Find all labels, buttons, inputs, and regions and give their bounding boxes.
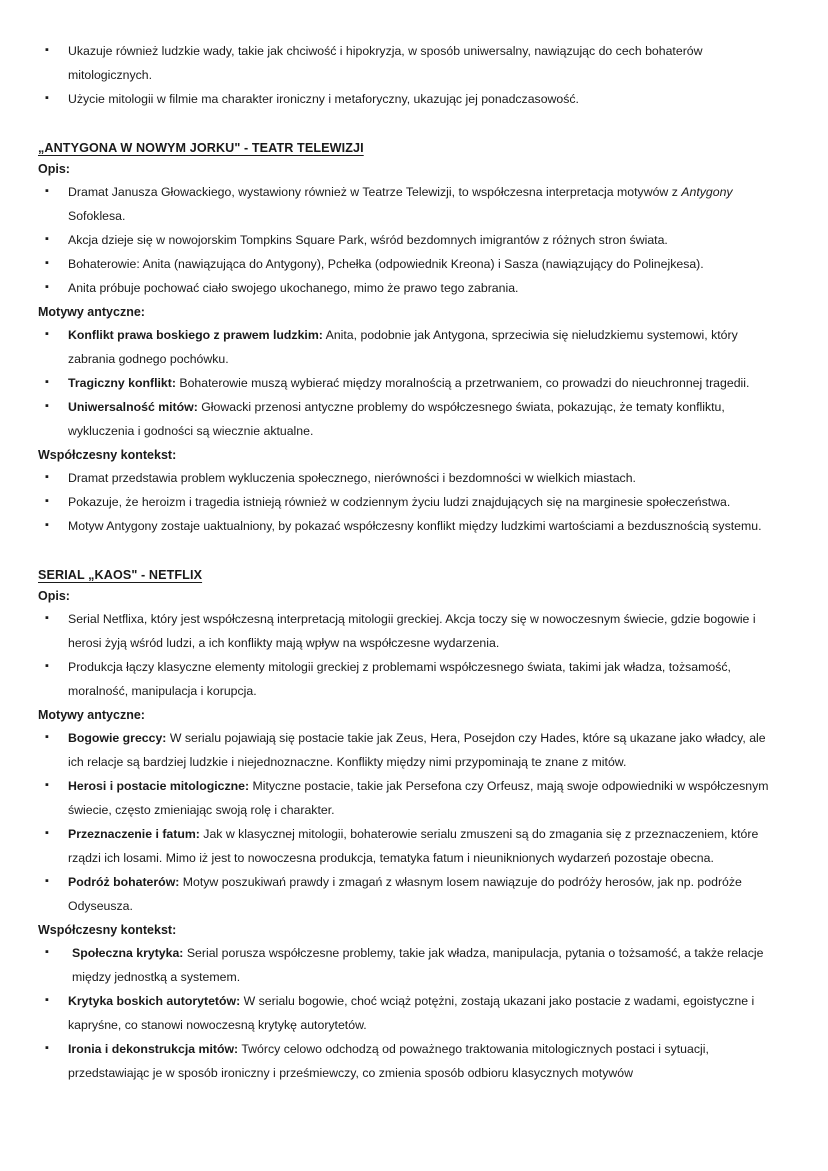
list-item-text: Mityczne postacie, takie jak Persefona czy Orfeusz, mają swoje odpowiedniki w współczesnym świecie, często zmieniając swoją rolę i charakter.	[68, 779, 769, 818]
bullet-icon: ▪	[45, 994, 49, 1007]
section-heading: SERIAL „KAOS" - NETFLIX	[38, 568, 203, 583]
list-item-text-pre: Dramat Janusza Głowackiego, wystawiony również w Teatrze Telewizji, to współczesna interpretacja motywów z	[68, 185, 682, 200]
list-item-text: Głowacki przenosi antyczne problemy do współczesnego świata, pokazując, że tematy konfliktu, wykluczenia i godności są wiecznie aktualne.	[68, 400, 725, 439]
list-item-lead: Ironia i dekonstrukcja mitów:	[68, 1042, 239, 1057]
list-item	[38, 1038, 773, 1086]
list-item	[38, 229, 773, 253]
group-list-opis	[38, 608, 773, 704]
section-spacer	[38, 539, 773, 565]
group-list-motywy	[38, 324, 773, 444]
list-item	[38, 491, 773, 515]
list-item	[38, 656, 773, 704]
bullet-icon: ▪	[45, 233, 49, 246]
intro-bullet-list	[38, 40, 773, 112]
group-label-opis: Opis:	[38, 162, 70, 177]
list-item	[38, 871, 773, 919]
list-item-lead: Krytyka boskich autorytetów:	[68, 994, 241, 1009]
list-item-text: Jak w klasycznej mitologii, bohaterowie serialu zmuszeni są do zmagania się z przeznaczeniem, które rządzi ich losami. Mimo iż jest to nowoczesna produkcja, tematyka fatum i nieuniknionych wydarzeń pozostaje obecna.	[68, 827, 759, 866]
list-item-text-post: Sofoklesa.	[68, 209, 126, 224]
list-item-lead: Przeznaczenie i fatum:	[68, 827, 200, 842]
list-item-text-italic: Antygony	[681, 185, 733, 200]
group-label-opis: Opis:	[38, 589, 70, 604]
list-item	[38, 324, 773, 372]
group-label-motywy: Motywy antyczne:	[38, 305, 145, 320]
list-item	[38, 608, 773, 656]
list-item-text: Pokazuje, że heroizm i tragedia istnieją również w codziennym życiu ludzi znajdujących się na marginesie społeczeństwa.	[68, 495, 731, 510]
group-label-motywy: Motywy antyczne:	[38, 708, 145, 723]
bullet-icon: ▪	[45, 495, 49, 508]
list-item-lead: Tragiczny konflikt:	[68, 376, 176, 391]
document-body	[38, 40, 773, 1086]
bullet-icon: ▪	[45, 660, 49, 673]
section-kaos	[38, 565, 773, 1086]
list-item-lead: Bogowie greccy:	[68, 731, 167, 746]
list-item	[38, 823, 773, 871]
list-item	[38, 467, 773, 491]
list-item	[38, 277, 773, 301]
bullet-icon: ▪	[45, 281, 49, 294]
list-item	[38, 990, 773, 1038]
list-item	[38, 515, 773, 539]
bullet-icon: ▪	[45, 44, 49, 56]
list-item-text: Anita próbuje pochować ciało swojego ukochanego, mimo że prawo tego zabrania.	[68, 281, 519, 296]
bullet-icon: ▪	[45, 328, 49, 341]
list-item	[38, 942, 773, 990]
section-heading: „ANTYGONA W NOWYM JORKU" - TEATR TELEWIZJI	[38, 140, 364, 155]
list-item-text: Użycie mitologii w filmie ma charakter ironiczny i metaforyczny, ukazując jej ponadczasowość.	[68, 91, 579, 106]
list-item-text: Dramat przedstawia problem wykluczenia społecznego, nierówności i bezdomności w wielkich miastach.	[68, 471, 636, 486]
list-item-text: Produkcja łączy klasyczne elementy mitologii greckiej z problemami współczesnego świata, takimi jak władza, tożsamość, moralność, manipulacja i korupcja.	[68, 660, 731, 699]
list-item-text: Akcja dzieje się w nowojorskim Tompkins Square Park, wśród bezdomnych imigrantów z różnych stron świata.	[68, 233, 668, 248]
list-item-text: W serialu pojawiają się postacie takie jak Zeus, Hera, Posejdon czy Hades, które są ukazane jako władcy, ale ich relacje są bardziej ludzkie i niejednoznaczne. Konflikty między nimi przypominają te znane z mitów.	[68, 731, 766, 770]
list-item-lead: Podróż bohaterów:	[68, 875, 180, 890]
list-item-text: Motyw poszukiwań prawdy i zmagań z własnym losem nawiązuje do podróży herosów, jak np. podróże Odyseusza.	[68, 875, 742, 914]
bullet-icon: ▪	[45, 471, 49, 484]
list-item	[38, 775, 773, 823]
list-item-text: Ukazuje również ludzkie wady, takie jak chciwość i hipokryzja, w sposób uniwersalny, nawiązując do cech bohaterów mitologicznych.	[68, 44, 703, 82]
list-item	[38, 253, 773, 277]
list-item	[38, 88, 773, 112]
list-item-text: Serial Netflixa, który jest współczesną interpretacją mitologii greckiej. Akcja toczy się w nowoczesnym świecie, gdzie bogowie i herosi żyją wśród ludzi, a ich konflikty mają wpływ na współczesne wydarzenia.	[68, 612, 756, 651]
group-list-opis	[38, 181, 773, 301]
bullet-icon: ▪	[45, 1042, 49, 1055]
group-list-motywy	[38, 727, 773, 919]
list-item-text: Anita, podobnie jak Antygona, sprzeciwia się nieludzkiemu systemowi, który zabrania godnego pochówku.	[68, 328, 738, 367]
list-item-text: W serialu bogowie, choć wciąż potężni, zostają ukazani jako postacie z wadami, egoistyczne i kapryśne, co stanowi nowoczesną krytykę autorytetów.	[68, 994, 755, 1033]
list-item	[38, 396, 773, 444]
bullet-icon: ▪	[45, 257, 49, 270]
list-item-lead: Herosi i postacie mitologiczne:	[68, 779, 250, 794]
bullet-icon: ▪	[45, 376, 49, 389]
list-item-lead: Konflikt prawa boskiego z prawem ludzkim:	[68, 328, 323, 343]
bullet-icon: ▪	[45, 779, 49, 792]
group-label-kontekst: Współczesny kontekst:	[38, 447, 177, 462]
group-list-kontekst	[38, 467, 773, 539]
bullet-icon: ▪	[45, 91, 49, 104]
bullet-icon: ▪	[45, 731, 49, 744]
group-label-kontekst: Współczesny kontekst:	[38, 923, 177, 938]
list-item	[38, 181, 773, 229]
list-item	[38, 727, 773, 775]
bullet-icon: ▪	[45, 400, 49, 413]
group-list-kontekst	[38, 942, 773, 1086]
section-antygona	[38, 138, 773, 539]
list-item	[38, 40, 773, 88]
section-spacer	[38, 112, 773, 138]
list-item-lead: Uniwersalność mitów:	[68, 400, 198, 415]
bullet-icon: ▪	[45, 185, 49, 198]
bullet-icon: ▪	[45, 519, 49, 532]
bullet-icon: ▪	[45, 875, 49, 888]
list-item-text: Twórcy celowo odchodzą od poważnego traktowania mitologicznych postaci i sytuacji, przedstawiając je w sposób ironiczny i prześmiewczy, co zmienia sposób odbioru klasycznych motywów	[68, 1042, 709, 1080]
bullet-icon: ▪	[45, 612, 49, 625]
bullet-icon: ▪	[45, 946, 49, 959]
list-item	[38, 372, 773, 396]
list-item-text: Bohaterowie muszą wybierać między moralnością a przetrwaniem, co prowadzi do nieuchronnej tragedii.	[175, 376, 750, 391]
list-item-text: Motyw Antygony zostaje uaktualniony, by pokazać współczesny konflikt między ludzkimi wartościami a bezdusznością systemu.	[68, 519, 762, 534]
bullet-icon: ▪	[45, 827, 49, 840]
list-item-text: Bohaterowie: Anita (nawiązująca do Antygony), Pchełka (odpowiednik Kreona) i Sasza (nawiązujący do Polinejkesa).	[68, 257, 704, 272]
list-item-text: Serial porusza współczesne problemy, takie jak władza, manipulacja, pytania o tożsamość, a także relacje między jednostką a systemem.	[72, 946, 764, 985]
list-item-lead: Społeczna krytyka:	[72, 946, 184, 961]
